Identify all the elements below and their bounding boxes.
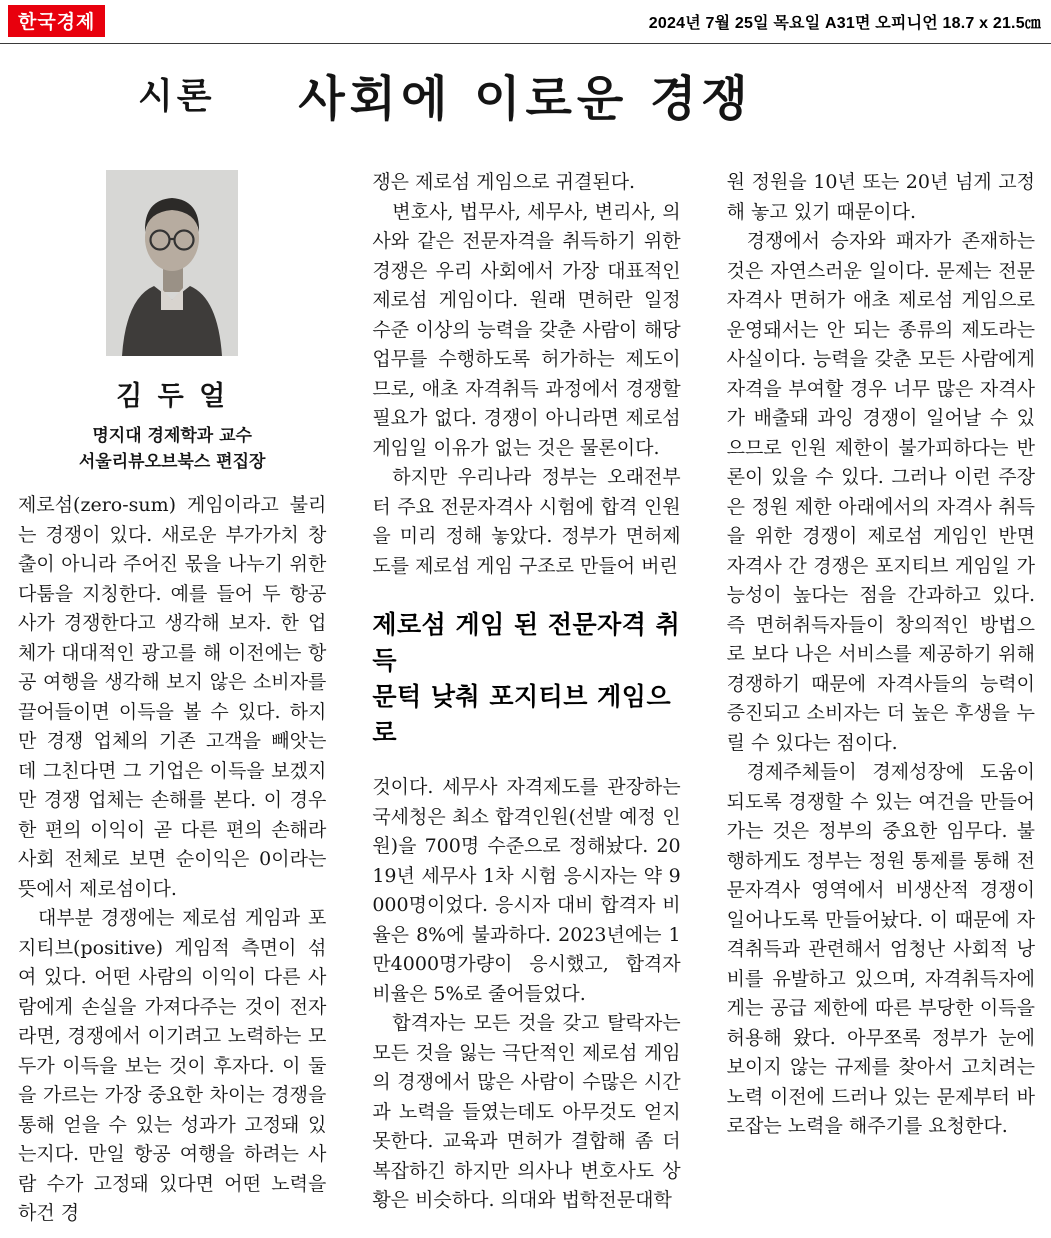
section-label: 시론 <box>138 75 216 117</box>
article-columns <box>0 168 1051 1229</box>
author-role-1: 명지대 경제학과 교수 <box>92 426 252 446</box>
paragraph: 경쟁에서 승자와 패자가 존재하는 것은 자연스러운 일이다. 문제는 전문자격사 면허가 애초 제로섬 게임으로 운영돼서는 안 되는 종류의 제도라는 사실이다. 능력을 갖춘 모든 사람에게 자격을 부여할 경우 너무 많은 자격사가 배출돼 과잉 경쟁이 일어날 수 있으므로 인원 제한이 불가피하다는 반론이 있을 수 있다. 그러나 이런 주장은 정원 제한 아래에서의 자격사 취득을 위한 경쟁이 제로섬 게임인 반면 자격사 간 경쟁은 포지티브 게임일 가능성이 높다는 점을 간과하고 있다. 즉 면허취득자들이 창의적인 방법으로 보다 나은 서비스를 제공하기 위해 경쟁하기 때문에 자격사들의 능력이 증진되고 소비자는 더 높은 후생을 누릴 수 있다는 점이다. <box>726 230 1035 754</box>
dateline: 2024년 7월 25일 목요일 A31면 오피니언 18.7 x 21.5㎝ <box>648 14 1041 32</box>
author-photo <box>106 170 238 356</box>
paragraph: 제로섬(zero-sum) 게임이라고 불리는 경쟁이 있다. 새로운 부가가치 창출이 아니라 주어진 몫을 나누기 위한 다툼을 지칭한다. 예를 들어 두 항공사가 경쟁한다고 생각해 보자. 한 업체가 대대적인 광고를 해 이전에는 항공 여행을 생각해 보지 않은 소비자를 끌어들이면 이득을 볼 수 있다. 하지만 경쟁 업체의 기존 고객을 빼앗는 데 그친다면 그 기업은 이득을 보겠지만 경쟁 업체는 손해를 본다. 이 경우 한 편의 이익이 곧 다른 편의 손해라 사회 전체로 보면 순이익은 0이라는 뜻에서 제로섬이다. <box>18 494 327 900</box>
paragraph: 하지만 우리나라 정부는 오래전부터 주요 전문자격사 시험에 합격 인원을 미리 정해 놓았다. 정부가 면허제도를 제로섬 게임 구조로 만들어 버린 <box>372 466 681 577</box>
column-1 <box>18 168 326 1229</box>
author-portrait-image <box>106 170 238 356</box>
article-subheading <box>372 607 680 751</box>
page-header <box>0 0 1051 44</box>
paragraph: 것이다. 세무사 자격제도를 관장하는 국세청은 최소 합격인원(선발 예정 인원)을 700명 수준으로 정해놨다. 2019년 세무사 1차 시험 응시자는 약 9000명이었다. 응시자 대비 합격자 비율은 8%에 불과하다. 2023년에는 1만4000명가량이 응시했고, 합격자 비율은 5%로 줄어들었다. <box>372 776 681 1005</box>
article-title: 사회에 이로운 경쟁 <box>298 71 753 127</box>
paragraph: 원 정원을 10년 또는 20년 넘게 고정해 놓고 있기 때문이다. <box>726 171 1035 223</box>
paragraph: 변호사, 법무사, 세무사, 변리사, 의사와 같은 전문자격을 취득하기 위한 경쟁은 우리 사회에서 가장 대표적인 제로섬 게임이다. 원래 면허란 일정 수준 이상의 능력을 갖춘 사람이 해당 업무를 수행하도록 허가하는 제도이므로, 애초 자격취득 과정에서 경쟁할 필요가 없다. 경쟁이 아니라면 제로섬 게임일 이유가 없는 것은 물론이다. <box>372 200 681 459</box>
hankyung-logo: 한국경제 <box>8 5 105 37</box>
paragraph: 경제주체들이 경제성장에 도움이 되도록 경쟁할 수 있는 여건을 만들어가는 것은 정부의 중요한 임무다. 불행하게도 정부는 정원 통제를 통해 전문자격사 영역에서 비생산적 경쟁이 일어나도록 만들어놨다. 이 때문에 자격취득과 관련해서 엄청난 사회적 낭비를 유발하고 있으며, 자격취득자에게는 공급 제한에 따른 부당한 이득을 허용해 왔다. 아무쪼록 정부가 눈에 보이지 않는 규제를 찾아서 고치려는 노력 이전에 드러나 있는 문제부터 바로잡는 노력을 해주기를 요청한다. <box>726 761 1035 1137</box>
paragraph: 쟁은 제로섬 게임으로 귀결된다. <box>372 171 636 193</box>
paragraph: 합격자는 모든 것을 갖고 탈락자는 모든 것을 잃는 극단적인 제로섬 게임의 경쟁에서 많은 사람이 수많은 시간과 노력을 들였는데도 아무것도 얻지 못한다. 교육과 면허가 결합해 좀 더 복잡하긴 하지만 의사나 변호사도 상황은 비슷하다. 의대와 법학전문대학 <box>372 1012 681 1211</box>
author-role-2: 서울리뷰오브북스 편집장 <box>78 452 266 472</box>
subheading-line-1: 제로섬 게임 된 전문자격 취득 <box>372 610 681 675</box>
column-3 <box>727 168 1035 1229</box>
subheading-line-2: 문턱 낮춰 포지티브 게임으로 <box>372 682 672 747</box>
column-2 <box>372 168 680 1229</box>
paragraph: 대부분 경쟁에는 제로섬 게임과 포지티브(positive) 게임적 측면이 섞여 있다. 어떤 사람의 이익이 다른 사람에게 손실을 가져다주는 것이 전자라면, 경쟁에서 이기려고 노력하는 모두가 이득을 보는 것이 후자다. 이 둘을 가르는 가장 중요한 차이는 경쟁을 통해 얻을 수 있는 성과가 고정돼 있는지다. 만일 항공 여행을 하려는 사람 수가 고정돼 있다면 어떤 노력을 하건 경 <box>18 907 327 1224</box>
headline-row <box>0 54 1051 140</box>
author-name: 김 두 얼 <box>116 381 229 412</box>
